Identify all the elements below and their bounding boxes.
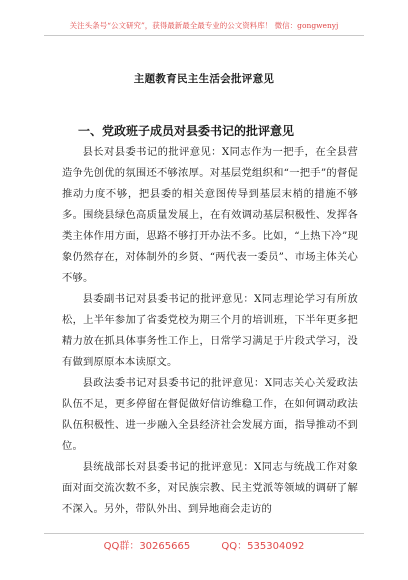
section-heading: 一、党政班子成员对县委书记的批评意见 xyxy=(78,124,295,138)
document-body xyxy=(62,142,358,520)
header-banner: 关注头条号“公文研究”，获得最新最全最专业的公文资料库！ 微信：gongwenyj xyxy=(69,21,339,30)
paragraph-political-legal-secretary: 县政法委书记对县委书记的批评意见：X同志关心关爱政法队伍不足，更多停留在督促做好信访维稳工作，在如何调动政法队伍积极性、进一步融入全县经济社会发展方面，指导推动不到位。 xyxy=(62,377,358,452)
header-divider xyxy=(44,35,364,36)
paragraph-united-front-minister: 县统战部长对县委书记的批评意见：X同志与统战工作对象面对面交流次数不多，对民族宗教、民主党派等领域的调研了解不深入。另外，带队外出、到异地商会走访的 xyxy=(62,461,358,515)
document-title: 主题教育民主生活会批评意见 xyxy=(133,73,275,85)
footer-qq: QQ：535304092 xyxy=(221,541,305,552)
footer-divider xyxy=(44,533,364,534)
footer-contact xyxy=(0,537,408,552)
paragraph-deputy-secretary: 县委副书记对县委书记的批评意见：X同志理论学习有所放松，上半年参加了省委党校为期三个月的培训班，下半年更多把精力放在抓具体事务性工作上，日常学习满足于片段式学习，没有做到原原本本读原文。 xyxy=(62,293,358,368)
paragraph-county-head: 县长对县委书记的批评意见：X同志作为一把手，在全县营造争先创优的氛围还不够浓厚。对基层党组织和“一把手”的督促推动力度不够，把县委的相关意图传导到基层末梢的措施不够多。围绕县绿色高质量发展上，在有效调动基层积极性、发挥各类主体作用方面，思路不够打开办法不多。比如，“上热下冷”现象仍然存在，对体制外的乡贤、“两代表一委员”、市场主体关心不够。 xyxy=(62,146,358,284)
footer-qq-group: QQ群：30265665 xyxy=(103,541,191,552)
